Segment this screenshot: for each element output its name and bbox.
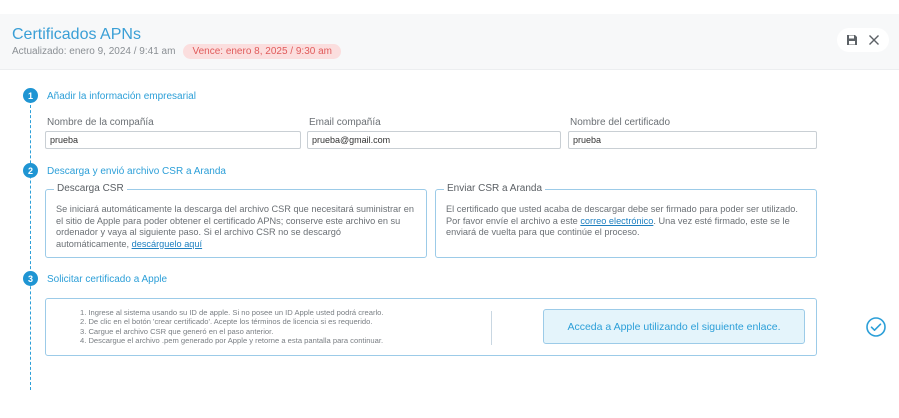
expiry-badge: Vence: enero 8, 2025 / 9:30 am xyxy=(183,44,341,59)
send-csr-legend: Enviar CSR a Aranda xyxy=(444,183,545,194)
download-csr-panel xyxy=(45,183,427,258)
step-3-title: Solicitar certificado a Apple xyxy=(47,274,168,285)
certificate-name-field[interactable] xyxy=(568,131,817,149)
apple-request-panel xyxy=(45,298,817,356)
steps-timeline xyxy=(30,100,31,390)
company-email-label: Email compañía xyxy=(309,117,381,128)
email-link[interactable]: correo electrónico xyxy=(580,215,654,226)
step-3-number: 3 xyxy=(23,271,38,286)
send-csr-description: El certificado que usted acaba de descargar debe ser firmado para poder ser utilizado. xyxy=(446,204,798,214)
certificate-name-label: Nombre del certificado xyxy=(570,117,671,128)
divider xyxy=(491,311,492,345)
company-name-label: Nombre de la compañía xyxy=(47,117,154,128)
page-header xyxy=(0,14,899,70)
download-csr-legend: Descarga CSR xyxy=(54,183,127,194)
header-actions xyxy=(837,28,889,52)
send-csr-instr-post: . Una vez esté firmado, este se le enviará de vuelta para que continúe el proceso. xyxy=(446,215,790,237)
check-circle-icon[interactable] xyxy=(865,316,887,338)
step-2-title: Descarga y envió archivo CSR a Aranda xyxy=(47,166,226,177)
company-name-field[interactable] xyxy=(45,131,301,149)
list-item: 1. Ingrese al sistema usando su ID de apple. Si no posee un ID Apple usted podrá crearlo. xyxy=(80,308,384,317)
list-item: 2. De clic en el botón 'crear certificado'. Acepte los términos de licencia si es requerido. xyxy=(80,317,373,327)
access-apple-button[interactable]: Acceda a Apple utilizando el siguiente enlace. xyxy=(543,309,805,344)
updated-date: Actualizado: enero 9, 2024 / 9:41 am xyxy=(12,46,176,57)
send-csr-panel xyxy=(435,183,817,258)
send-csr-instructions xyxy=(446,216,806,239)
send-csr-instr-pre: Por favor envíe el archivo a este xyxy=(446,215,578,226)
step-2-number: 2 xyxy=(23,163,38,178)
save-icon[interactable] xyxy=(846,34,858,46)
list-item: 4. Descargue el archivo .pem generado por Apple y retorne a esta pantalla para continuar. xyxy=(80,336,384,346)
download-csr-description: Se iniciará automáticamente la descarga del archivo CSR que necesitará suministrar en el sitio de Apple para poder obtener el certificado APNs; conserve este archivo en su ordenador y vaya al siguiente paso. Si el archivo CSR no se descargó automáticamente, xyxy=(56,204,414,249)
page-title: Certificados APNs xyxy=(12,26,141,43)
download-csr-text xyxy=(56,204,416,250)
send-csr-text xyxy=(446,204,806,239)
step-1-title: Añadir la información empresarial xyxy=(47,91,196,102)
status-line xyxy=(12,44,341,59)
download-here-link[interactable]: descárguelo aquí xyxy=(131,238,203,249)
list-item: 3. Cargue el archivo CSR que generó en el paso anterior. xyxy=(80,326,274,336)
step-1-number: 1 xyxy=(23,88,38,103)
company-email-field[interactable] xyxy=(307,131,561,149)
apple-instructions-list xyxy=(80,308,384,346)
close-icon[interactable] xyxy=(868,34,880,46)
